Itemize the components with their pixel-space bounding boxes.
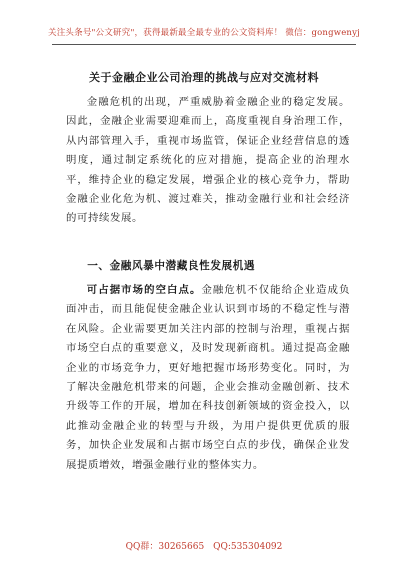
intro-paragraph: 金融危机的出现，严重威胁着金融企业的稳定发展。因此，金融企业需要迎难而上，高度重视自身治理工作，从内部管理入手，重视市场监管，保证企业经营信息的透明度，通过制定系统化的应对措施，提高企业的治理水平，维持企业的稳定发展，增强企业的核心竞争力，帮助金融企业化危为机、渡过难关，推动金融行业和社会经济的可持续发展。: [66, 96, 350, 225]
header-note: 关注头条号"公文研究"，获得最新最全最专业的公文资料库！ 微信：gongwenyj: [48, 28, 360, 38]
section-lead-sentence: 可占据市场的空白点。: [86, 284, 202, 296]
section-body-text: 金融危机不仅能给企业造成负面冲击，而且能促使金融企业认识到市场的不稳定性与潜在风险。企业需要更加关注内部的控制与治理，重视占据市场空白点的重要意义，及时发现新商机。通过提高金融企业的市场竞争力，更好地把握市场形势变化。同时，为了解决金融危机带来的问题，企业会推动金融创新、技术升级等工作的开展，增加在科技创新领域的资金投入，以此推动金融企业的转型与升级，为用户提供更优质的服务，加快企业发展和占据市场空白点的步伐，确保企业发展提质增效，增强金融行业的整体实力。: [66, 284, 350, 471]
footer-contact: [0, 539, 408, 552]
footer-qq-group: QQ群：30265665: [125, 542, 205, 552]
document-title: 关于金融企业公司治理的挑战与应对交流材料: [89, 71, 319, 84]
section-heading: 一、金融风暴中潜藏良性发展机遇: [87, 260, 256, 272]
section-paragraph: [66, 281, 350, 475]
header-divider: [52, 44, 356, 45]
footer-qq-number: QQ:535304092: [213, 542, 283, 552]
